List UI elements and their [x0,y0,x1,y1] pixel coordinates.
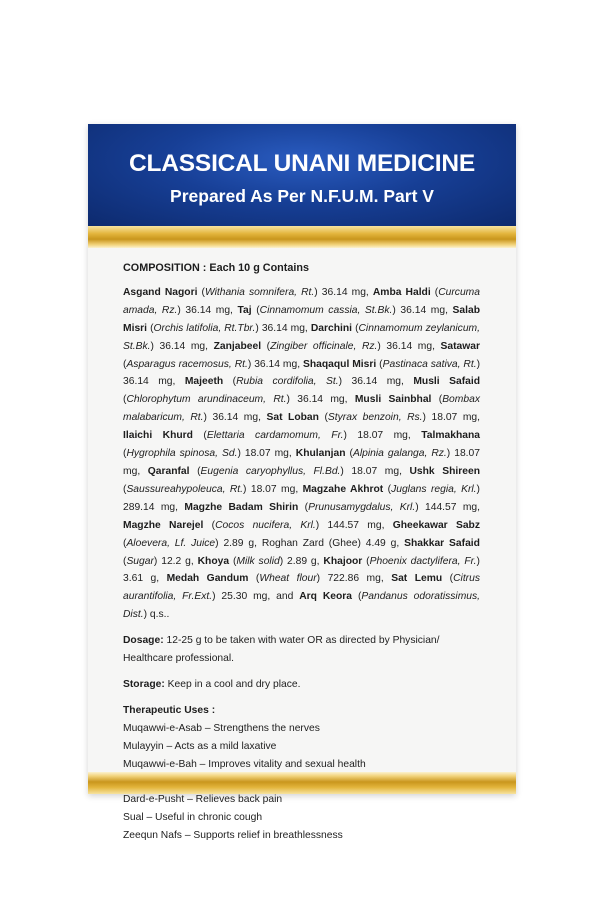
ingredient-name: Taj [237,304,252,316]
ingredient-latin: Cinnamomum zeylanicum, St.Bk. [123,322,480,352]
ingredient-qty: 289.14 mg [123,501,176,513]
storage-label: Storage: [123,678,165,690]
ingredient-name: Amba Haldi [372,286,431,298]
ingredient-latin: Zingiber officinale, Rz. [270,340,378,352]
ingredient-latin: Sugar [126,555,154,567]
ingredient-qty: 36.14 mg [123,376,173,388]
ingredient-qty: q.s. [149,609,167,621]
ingredient-latin: Juglans regia, Krl. [391,483,477,495]
dosage-text: 12-25 g to be taken with water OR as directed by Physician/ Healthcare professional. [123,635,440,665]
use-item: Muqawwi-e-Bah – Improves vitality and sexual health [123,758,366,770]
ingredient-qty: 36.14 mg [212,412,259,424]
ingredient-name: Majeeth [184,376,224,388]
ingredient-qty: 36.14 mg [297,394,345,406]
ingredient-name: Roghan Zard [261,537,324,549]
ingredient-qty: 18.07 mg [357,430,408,442]
ingredient-qty: 36.14 mg [261,322,305,334]
ingredient-latin: Withania somnifera, Rt. [204,286,315,298]
ingredient-qty: 2.89 g [287,555,317,567]
ingredient-name: Magzahe Akhrot [302,483,384,495]
ingredient-name: Satawar [440,340,480,352]
ingredient-name: Khajoor [323,555,363,567]
gold-band-bottom [88,772,516,794]
ingredient-name: Salab Misri [123,304,481,334]
ingredient-name: Magzhe Badam Shirin [184,501,299,513]
ingredient-name: Musli Sainbhal [354,394,432,406]
product-box [88,124,516,842]
ingredient-qty: 18.07 mg [244,448,289,460]
ingredient-latin: Citrus aurantifolia, Fr.Ext. [123,573,480,603]
ingredient-latin: Milk solid [236,555,280,567]
ingredient-qty: 722.86 mg [327,573,381,585]
ingredient-latin: Cocos nucifera, Krl. [215,519,316,531]
ingredient-latin: Rubia cordifolia, St. [236,376,339,388]
ingredient-qty: 18.07 mg [250,483,296,495]
ingredient-latin: Saussureahypoleuca, Rt. [126,483,244,495]
dosage-section [123,632,480,668]
storage-section [123,676,480,694]
ingredient-latin: Ghee [332,537,358,549]
ingredient-name: Darchini [310,322,353,334]
ingredient-qty: 36.14 mg [321,286,366,298]
ingredient-qty: 36.14 mg [400,304,446,316]
ingredient-qty: 12.2 g [161,555,191,567]
ingredient-latin: Cinnamomum cassia, St.Bk. [259,304,393,316]
ingredient-qty: 18.07 mg [351,465,400,477]
ingredient-latin: Orchis latifolia, Rt.Tbr. [153,322,256,334]
ingredient-name: Musli Safaid [413,376,480,388]
composition-heading: COMPOSITION : Each 10 g Contains [123,262,309,274]
dosage-label: Dosage: [123,635,164,647]
ingredient-name: Asgand Nagori [123,286,198,298]
ingredient-qty: 3.61 g [123,573,157,585]
ingredient-latin: Prunusamygdalus, Krl. [308,501,416,513]
ingredient-latin: Chlorophytum arundinaceum, Rt. [126,394,287,406]
label-content [123,260,480,845]
ingredient-latin: Styrax benzoin, Rs. [327,412,423,424]
ingredient-qty: 36.14 mg [351,376,401,388]
ingredient-latin: Pandanus odoratissimus, Dist. [123,591,481,621]
ingredient-name: Khoya [197,555,230,567]
use-item: Muqawwi-e-Asab – Strengthens the nerves [123,722,320,734]
ingredient-qty: 18.07 mg [123,448,480,477]
ingredient-name: Shakkar Safaid [404,537,480,549]
ingredient-qty: 18.07 mg [431,412,478,424]
gold-band-top [88,226,516,248]
ingredient-qty: 36.14 mg [386,340,433,352]
ingredient-qty: 2.89 g [223,537,255,549]
ingredient-qty: 144.57 mg [424,501,478,513]
ingredient-name: Qaranfal [147,465,190,477]
use-item: Sual – Useful in chronic cough [123,812,263,824]
ingredient-name: Talmakhana [421,430,480,442]
ingredient-qty: 36.14 mg [159,340,206,352]
ingredient-qty: 25.30 mg [221,591,268,603]
ingredient-name: Zanjabeel [213,340,262,352]
ingredient-latin: Phoenix dactylifera, Fr. [369,555,477,567]
ingredient-name: Gheekawar Sabz [392,519,480,531]
header-subtitle: Prepared As Per N.F.U.M. Part V [170,186,434,206]
composition-list: Asgand Nagori (Withania somnifera, Rt.) 36.14 mg, Amba Haldi (Curcuma amada, Rz.) 36.14 mg, Taj (Cinnamomum cassia, St.Bk.) 36.14 mg, Salab Misri (Orchis latifolia, Rt.Tbr.) 36.14 mg, Darchini (Cinnamomum zeylanicum, St.Bk.) 36.14 mg, Zanjabeel (Zingiber officinale, Rz.) 36.14 mg, Satawar (Asparagus racemosus, Rt.) 36.14 mg, Shaqaqul Misri (Pastinaca sativa, Rt.) 36.14 mg, Majeeth (Rubia cordifolia, St.) 36.14 mg, Musli Safaid (Chlorophytum arundinaceum, Rt.) 36.14 mg, Musli Sainbhal (Bombax malabaricum, Rt.) 36.14 mg, Sat Loban (Styrax benzoin, Rs.) 18.07 mg, Ilaichi Khurd (Elettaria cardamomum, Fr.) 18.07 mg, Talmakhana (Hygrophila spinosa, Sd.) 18.07 mg, Khulanjan (Alpinia galanga, Rz.) 18.07 mg, Qaranfal (Eugenia caryophyllus, Fl.Bd.) 18.07 mg, Ushk Shireen (Saussureahypoleuca, Rt.) 18.07 mg, Magzahe Akhrot (Juglans regia, Krl.) 289.14 mg, Magzhe Badam Shirin (Prunusamygdalus, Krl.) 144.57 mg, Magzhe Narejel (Cocos nucifera, Krl.) 144.57 mg, Gheekawar Sabz (Aloevera, Lf. Juice) 2.89 g, Roghan Zard (Ghee) 4.49 g, Shakkar Safaid (Sugar) 12.2 g, Khoya (Milk solid) 2.89 g, Khajoor (Phoenix dactylifera, Fr.) 3.61 g, Medah Gandum (Wheat flour) 722.86 mg, Sat Lemu (Citrus aurantifolia, Fr.Ext.) 25.30 mg, and Arq Keora (Pandanus odoratissimus, Dist.) q.s.. [123,286,481,621]
use-item: Mulayyin – Acts as a mild laxative [123,740,277,752]
header-title: CLASSICAL UNANI MEDICINE [129,150,475,177]
ingredient-latin: Curcuma amada, Rz. [123,286,480,316]
ingredient-name: Sat Loban [266,412,319,424]
ingredient-qty: 144.57 mg [327,519,382,531]
ingredient-qty: 4.49 g [365,537,397,549]
ingredient-name: Ilaichi Khurd [123,430,193,442]
use-item: Zeequn Nafs – Supports relief in breathlessness [123,830,343,842]
ingredient-name: Magzhe Narejel [123,519,204,531]
ingredient-latin: Pastinaca sativa, Rt. [382,358,477,370]
uses-heading: Therapeutic Uses : [123,704,216,716]
ingredient-name: Shaqaqul Misri [302,358,377,370]
ingredient-latin: Wheat flour [259,573,317,585]
ingredient-qty: 36.14 mg [254,358,298,370]
ingredient-latin: Aloevera, Lf. Juice [126,537,216,549]
storage-text: Keep in a cool and dry place. [167,678,301,690]
box-header [88,124,516,226]
ingredient-latin: Elettaria cardamomum, Fr. [206,430,344,442]
use-item: Dard-e-Pusht – Relieves back pain [123,794,283,806]
ingredient-latin: Bombax malabaricum, Rt. [123,394,480,424]
ingredient-latin: Alpinia galanga, Rz. [352,448,447,460]
ingredient-name: Ushk Shireen [409,465,480,477]
ingredient-latin: Hygrophila spinosa, Sd. [126,448,238,460]
ingredient-name: Medah Gandum [166,573,249,585]
ingredient-name: Khulanjan [295,448,346,460]
ingredient-latin: Asparagus racemosus, Rt. [126,358,248,370]
ingredient-name: Sat Lemu [391,573,443,585]
ingredient-name: Arq Keora [299,591,353,603]
ingredient-qty: 36.14 mg [185,304,231,316]
ingredient-latin: Eugenia caryophyllus, Fl.Bd. [200,465,341,477]
